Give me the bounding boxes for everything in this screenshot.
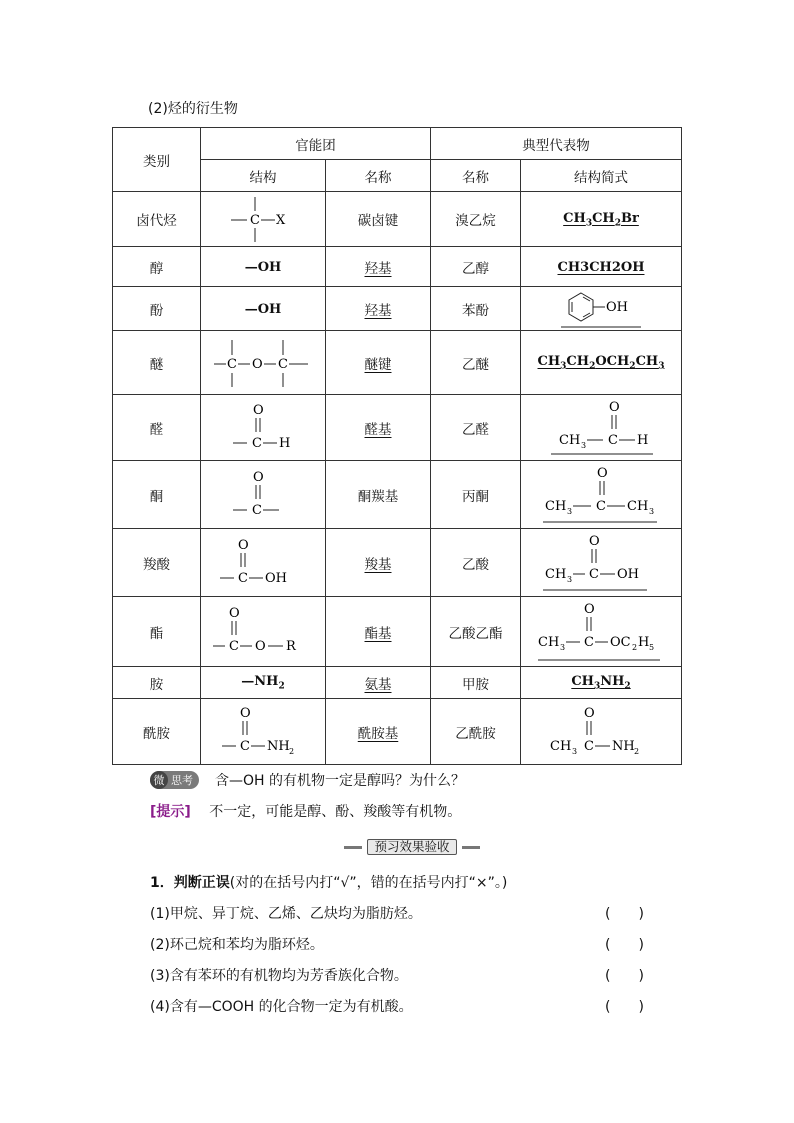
svg-text:C: C [584, 634, 594, 650]
fg-name: 氨基 [326, 667, 431, 699]
think-badge: 微 思考 [150, 771, 199, 789]
rep-formula-ether: $CH_3CH_2OCH_2CH_3$ [521, 331, 682, 395]
svg-text:C: C [227, 356, 237, 372]
svg-text:X: X [276, 213, 286, 228]
rep-name: 苯酚 [431, 287, 521, 331]
svg-text:2: 2 [632, 642, 638, 652]
table-row [113, 597, 682, 667]
table-row [113, 395, 682, 461]
table-row [113, 192, 682, 247]
row-category: 羧酸 [113, 529, 201, 597]
fg-name: 羧基 [326, 529, 431, 597]
rep-formula-ethyl-acetate [521, 597, 682, 667]
header-functional-group: 官能团 [201, 128, 431, 160]
hint-text: 不一定，可能是醇、酚、羧酸等有机物。 [209, 804, 462, 820]
rep-name: 乙酸 [431, 529, 521, 597]
svg-text:CH: CH [559, 432, 581, 448]
fg-name: 酮羰基 [326, 461, 431, 529]
table-row [113, 287, 682, 331]
question-item: (4)含有—COOH 的化合物一定为有机酸。 ( ) [150, 996, 660, 1016]
svg-text:O: O [589, 533, 600, 549]
svg-text:H: H [638, 634, 650, 650]
fg-name: 羟基 [326, 287, 431, 331]
fg-name: 酯基 [326, 597, 431, 667]
rep-name: 乙酸乙酯 [431, 597, 521, 667]
svg-text:OH: OH [617, 566, 639, 582]
rep-formula-bromoethane: $CH_3CH_2Br$ [521, 192, 682, 247]
derivatives-table [112, 127, 682, 765]
fg-name: 醛基 [326, 395, 431, 461]
svg-text:3: 3 [567, 574, 573, 584]
table-row [113, 529, 682, 597]
fg-name: 酰胺基 [326, 699, 431, 765]
svg-text:C: C [596, 498, 606, 514]
row-category: 醚 [113, 331, 201, 395]
svg-text:C: C [589, 566, 599, 582]
hint [150, 801, 461, 821]
svg-text:R: R [286, 638, 296, 654]
answer-paren: ( ) [605, 906, 644, 922]
svg-text:C: C [229, 638, 239, 654]
table-row [113, 331, 682, 395]
rep-formula-phenol [521, 287, 682, 331]
fg-name: 醚键 [326, 331, 431, 395]
svg-text:C: C [278, 356, 288, 372]
rep-name: 乙酰胺 [431, 699, 521, 765]
svg-text:CH: CH [538, 634, 560, 650]
fg-structure-halide [201, 192, 326, 247]
svg-text:O: O [238, 537, 249, 553]
section-title: (2)烃的衍生物 [148, 101, 238, 117]
svg-text:3: 3 [649, 506, 655, 516]
svg-text:2: 2 [634, 746, 640, 756]
answer-paren: ( ) [605, 999, 644, 1015]
svg-text:NH: NH [267, 738, 290, 754]
fg-structure-ether [201, 331, 326, 395]
header-structure: 结构 [201, 160, 326, 192]
svg-text:C: C [584, 738, 594, 754]
fg-name: 碳卤键 [326, 192, 431, 247]
svg-text:C: C [608, 432, 618, 448]
row-category: 酚 [113, 287, 201, 331]
answer-paren: ( ) [605, 968, 644, 984]
rep-name: 溴乙烷 [431, 192, 521, 247]
table-row [113, 247, 682, 287]
rep-formula-acetic-acid [521, 529, 682, 597]
svg-text:3: 3 [567, 506, 573, 516]
rep-formula-acetone [521, 461, 682, 529]
preview-banner: 预习效果验收 [344, 839, 480, 855]
rep-formula-acetamide [521, 699, 682, 765]
svg-text:O: O [229, 605, 240, 621]
rep-formula-methylamine: $CH_3NH_2$ [521, 667, 682, 699]
svg-text:O: O [253, 469, 264, 485]
rep-formula-acetaldehyde [521, 395, 682, 461]
svg-text:OH: OH [606, 299, 628, 315]
answer-paren: ( ) [605, 937, 644, 953]
svg-text:NH: NH [612, 738, 635, 754]
svg-text:C: C [238, 570, 248, 586]
svg-text:2: 2 [289, 746, 295, 756]
svg-text:3: 3 [581, 440, 587, 450]
svg-text:3: 3 [560, 642, 566, 652]
header-rep-formula: 结构简式 [521, 160, 682, 192]
fg-structure-amide [201, 699, 326, 765]
svg-text:O: O [609, 399, 620, 415]
think-question [150, 770, 465, 790]
fg-structure-carboxyl [201, 529, 326, 597]
rep-name: 乙醇 [431, 247, 521, 287]
svg-text:5: 5 [649, 642, 655, 652]
fg-structure-amine: $—NH_2$ [201, 667, 326, 699]
svg-text:3: 3 [572, 746, 578, 756]
svg-text:O: O [584, 705, 595, 721]
table-row [113, 667, 682, 699]
row-category: 卤代烃 [113, 192, 201, 247]
table-row [113, 461, 682, 529]
hint-tag: [提示] [150, 804, 191, 820]
svg-text:C: C [250, 213, 260, 228]
fg-structure-aldehyde [201, 395, 326, 461]
question-item: (2)环己烷和苯均为脂环烃。 ( ) [150, 934, 660, 954]
svg-text:H: H [637, 432, 649, 448]
header-category: 类别 [113, 128, 201, 192]
row-category: 酮 [113, 461, 201, 529]
fg-structure-ketone [201, 461, 326, 529]
svg-text:CH: CH [545, 498, 567, 514]
question-title: 1．判断正误(对的在括号内打“√”，错的在括号内打“×”。) [150, 875, 508, 891]
fg-structure-ester [201, 597, 326, 667]
rep-name: 甲胺 [431, 667, 521, 699]
fg-structure: —OH [201, 287, 326, 331]
think-question-text: 含—OH 的有机物一定是醇吗？为什么？ [215, 773, 465, 789]
svg-text:C: C [252, 435, 262, 451]
svg-text:CH: CH [627, 498, 649, 514]
question-item: (3)含有苯环的有机物均为芳香族化合物。 ( ) [150, 965, 660, 985]
svg-text:OH: OH [265, 570, 287, 586]
svg-text:C: C [252, 502, 262, 518]
svg-text:O: O [584, 601, 595, 617]
svg-text:H: H [279, 435, 291, 451]
svg-text:O: O [253, 402, 264, 418]
svg-text:O: O [240, 705, 251, 721]
row-category: 醇 [113, 247, 201, 287]
svg-text:OC: OC [610, 634, 631, 650]
fg-structure: —OH [201, 247, 326, 287]
row-category: 醛 [113, 395, 201, 461]
svg-text:CH: CH [545, 566, 567, 582]
svg-text:C: C [240, 738, 250, 754]
header-representative: 典型代表物 [431, 128, 682, 160]
rep-name: 乙醛 [431, 395, 521, 461]
fg-name: 羟基 [326, 247, 431, 287]
header-fg-name: 名称 [326, 160, 431, 192]
svg-text:O: O [255, 638, 266, 654]
question-item: (1)甲烷、异丁烷、乙烯、乙炔均为脂肪烃。 ( ) [150, 903, 660, 923]
rep-name: 乙醚 [431, 331, 521, 395]
rep-name: 丙酮 [431, 461, 521, 529]
svg-text:O: O [252, 356, 263, 372]
table-row [113, 699, 682, 765]
svg-text:O: O [597, 465, 608, 481]
row-category: 酰胺 [113, 699, 201, 765]
header-rep-name: 名称 [431, 160, 521, 192]
rep-formula: CH3CH2OH [521, 247, 682, 287]
svg-text:CH: CH [550, 738, 572, 754]
row-category: 胺 [113, 667, 201, 699]
row-category: 酯 [113, 597, 201, 667]
